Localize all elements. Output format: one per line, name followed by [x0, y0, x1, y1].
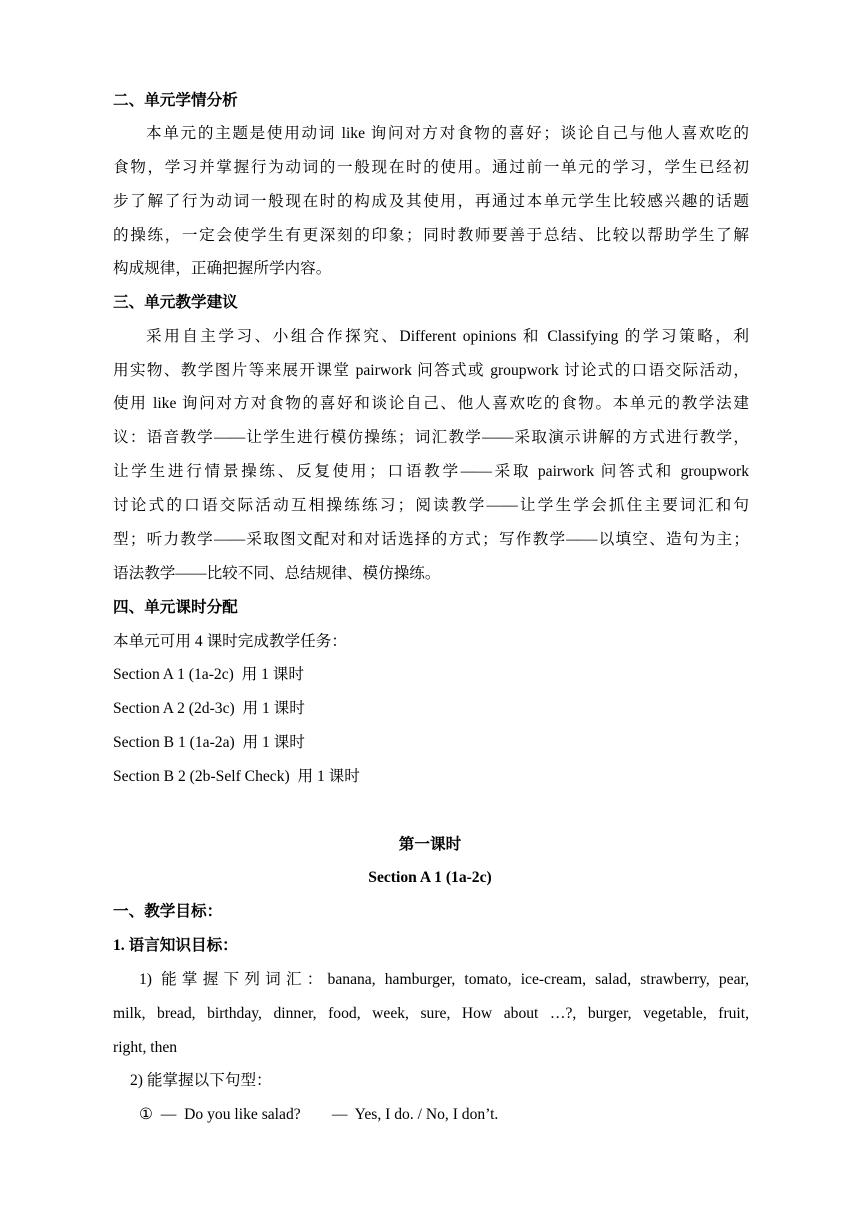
section-heading: 二、单元学情分析 [113, 92, 238, 109]
schedule-item: Section B 1 (1a-2a) 用 1 课时 [113, 734, 305, 751]
example-dialogue: ① — Do you like salad? — Yes, I do. / No, I don’t. [139, 1106, 499, 1123]
paragraph-line: 步了解了行为动词一般现在时的构成及其使用，再通过本单元学生比较感兴趣的话题 [113, 193, 749, 210]
goals-heading: 一、教学目标： [113, 903, 223, 920]
paragraph-line: 型；听力教学——采取图文配对和对话选择的方式；写作教学——以填空、造句为主； [113, 531, 749, 548]
lesson-subtitle: Section A 1 (1a-2c) [368, 869, 492, 886]
paragraph-line: 语法教学——比较不同、总结规律、模仿操练。 [113, 565, 441, 582]
paragraph-line: 议：语音教学——让学生进行模仿操练；词汇教学——采取演示讲解的方式进行教学， [113, 429, 749, 446]
section-heading: 三、单元教学建议 [113, 294, 238, 311]
vocab-line: right, then [113, 1039, 178, 1056]
vocab-line: 1) 能掌握下列词汇：banana, hamburger, tomato, ice-cream, salad, strawberry, pear, [139, 971, 749, 988]
patterns-label: 2) 能掌握以下句型： [130, 1072, 272, 1089]
paragraph-line: 本单元的主题是使用动词 like 询问对方对食物的喜好；谈论自己与他人喜欢吃的 [146, 125, 749, 142]
vocab-line: milk, bread, birthday, dinner, food, week, sure, How about …?, burger, vegetable, fruit, [113, 1005, 749, 1022]
intro-text: 本单元可用 4 课时完成教学任务： [113, 633, 347, 650]
paragraph-line: 使用 like 询问对方对食物的喜好和谈论自己、他人喜欢吃的食物。本单元的教学法建 [113, 395, 749, 412]
paragraph-line: 构成规律，正确把握所学内容。 [113, 260, 332, 277]
paragraph-line: 采用自主学习、小组合作探究、Different opinions 和 Classifying 的学习策略，利 [146, 328, 749, 345]
paragraph-line: 讨论式的口语交际活动互相操练练习；阅读教学——让学生学会抓住主要词汇和句 [113, 497, 749, 514]
paragraph-line: 让学生进行情景操练、反复使用；口语教学——采取 pairwork 问答式和 groupwork [113, 463, 749, 480]
schedule-item: Section A 1 (1a-2c) 用 1 课时 [113, 666, 304, 683]
paragraph-line: 食物，学习并掌握行为动词的一般现在时的使用。通过前一单元的学习，学生已经初 [113, 159, 749, 176]
schedule-item: Section B 2 (2b-Self Check) 用 1 课时 [113, 768, 360, 785]
section-heading: 四、单元课时分配 [113, 599, 238, 616]
paragraph-line: 用实物、教学图片等来展开课堂 pairwork 问答式或 groupwork 讨论式的口语交际活动， [113, 362, 749, 379]
lesson-title: 第一课时 [398, 836, 462, 853]
schedule-item: Section A 2 (2d-3c) 用 1 课时 [113, 700, 305, 717]
language-goals-heading: 1. 语言知识目标： [113, 937, 238, 954]
paragraph-line: 的操练，一定会使学生有更深刻的印象；同时教师要善于总结、比较以帮助学生了解 [113, 227, 749, 244]
